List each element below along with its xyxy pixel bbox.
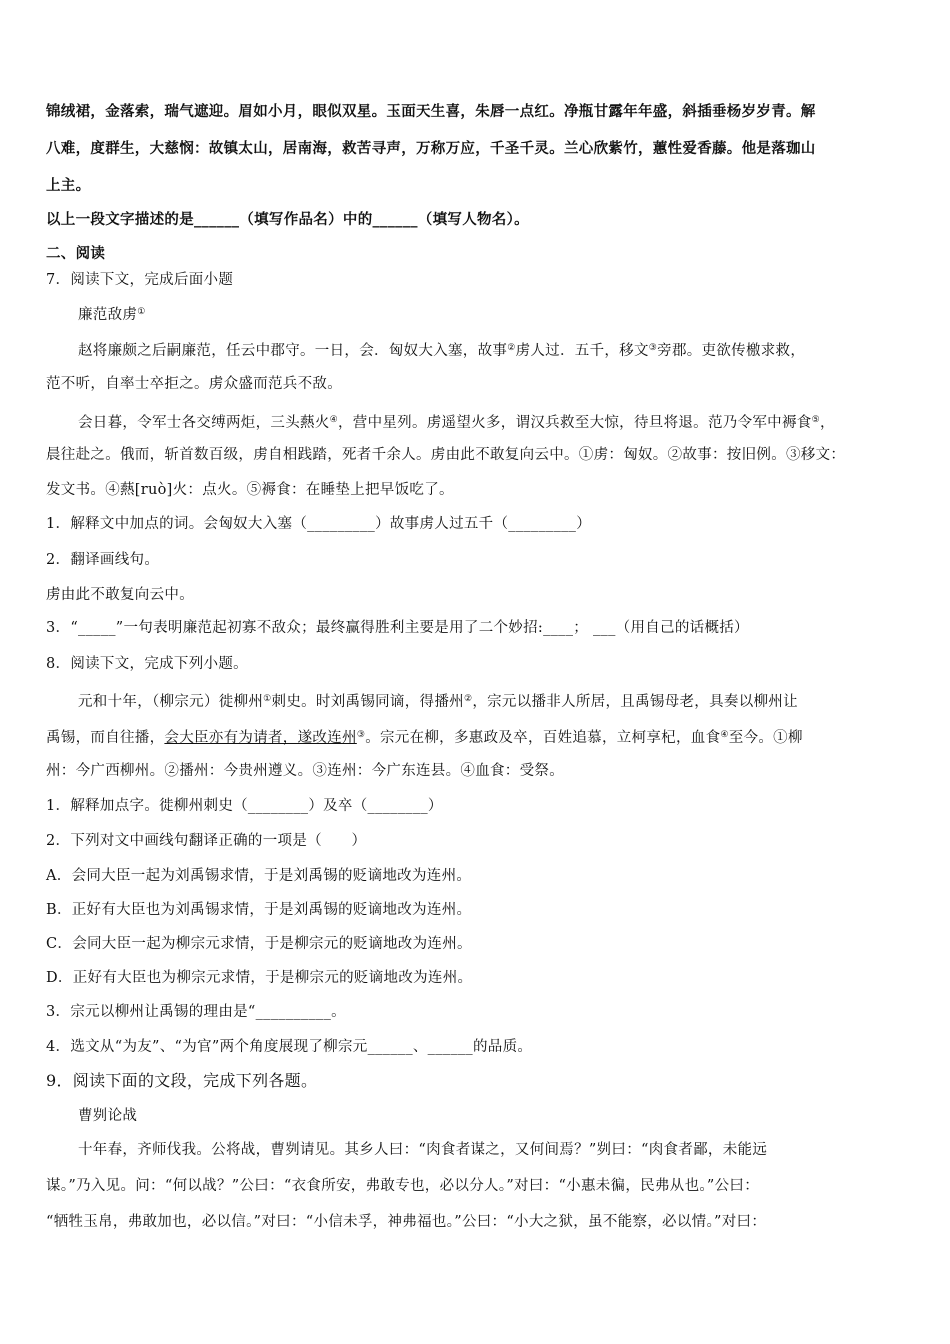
q8-paragraph-line-1: 元和十年，（柳宗元）徙柳州①刺史。时刘禹锡同谪，得播州②，宗元以播非人所居，且禹锡母老，具奏以柳州让 <box>78 694 798 710</box>
q9-paragraph-line-2: 谋。”乃入见。问：“何以战？”公曰：“衣食所安，弗敢专也，必以分人。”对曰：“小惠未徧，民弗从也。”公曰： <box>46 1178 760 1194</box>
fill-blank-question: 以上一段文字描述的是______（填写作品名）中的______（填写人物名）。 <box>46 212 529 228</box>
q8-option-c: C．会同大臣一起为柳宗元求情，于是柳宗元的贬谪地改为连州。 <box>46 936 472 952</box>
q7-prompt: 7．阅读下文，完成后面小题 <box>46 272 234 288</box>
q8-paragraph-line-3: 州：今广西柳州。②播州：今贵州遵义。③连州：今广东连县。④血食：受祭。 <box>46 763 564 779</box>
q7-title: 廉范敌虏① <box>78 307 146 323</box>
q8-prompt: 8．阅读下文，完成下列小题。 <box>46 656 248 672</box>
q7-paragraph-2-line-2: 晨往赴之。俄而，斩首数百级，虏自相践踏，死者千余人。虏由此不敢复向云中。①虏：匈奴。②故事：按旧例。③移文： <box>46 447 846 463</box>
q7-paragraph-2-line-1: 会日暮，令军士各交缚两炬，三头爇火④，营中星列。虏遥望火多，谓汉兵救至大惊，待旦将退。范乃令军中褥食⑤， <box>78 415 835 431</box>
q9-title: 曹刿论战 <box>78 1108 138 1124</box>
q8-subquestion-1: 1．解释加点字。徙柳州刺史（________）及卒（________） <box>46 798 443 814</box>
q8-underlined-sentence: 会大臣亦有为请者，遂改连州 <box>164 730 357 746</box>
q8-option-a: A．会同大臣一起为刘禹锡求情，于是刘禹锡的贬谪地改为连州。 <box>46 868 472 884</box>
q7-paragraph-2-line-3: 发文书。④爇[ruò]火：点火。⑤褥食：在睡垫上把早饭吃了。 <box>46 482 454 498</box>
q8-paragraph-line-2: 禹锡，而自往播，会大臣亦有为请者，遂改连州③。宗元在柳，多惠政及卒，百姓追慕，立柯享杞，血食④至今。①柳 <box>46 730 803 746</box>
q8-option-b: B．正好有大臣也为刘禹锡求情，于是刘禹锡的贬谪地改为连州。 <box>46 902 472 918</box>
q7-subquestion-3: 3．“_____”一句表明廉范起初寡不敌众；最终赢得胜利主要是用了二个妙招:____； ___（用自己的话概括） <box>46 620 749 636</box>
q8-subquestion-3: 3．宗元以柳州让禹锡的理由是“__________。 <box>46 1004 346 1020</box>
q9-paragraph-line-1: 十年春，齐师伐我。公将战，曹刿请见。其乡人曰：“肉食者谋之，又何间焉？”刿曰：“肉食者鄙，未能远 <box>78 1142 768 1158</box>
passage-line-3: 上主。 <box>46 178 91 194</box>
q8-option-d: D．正好有大臣也为柳宗元求情，于是柳宗元的贬谪地改为连州。 <box>46 970 473 986</box>
q7-subquestion-2: 2．翻译画线句。 <box>46 552 160 568</box>
section-heading: 二、阅读 <box>46 246 106 262</box>
q8-subquestion-2: 2．下列对文中画线句翻译正确的一项是（ ） <box>46 833 367 849</box>
q9-paragraph-line-3: “牺牲玉帛，弗敢加也，必以信。”对曰：“小信未孚，神弗福也。”公曰：“小大之狱，虽不能察，必以情。”对曰： <box>46 1214 767 1230</box>
q7-subquestion-1: 1．解释文中加点的词。会匈奴大入塞（_________）故事虏人过五千（_________） <box>46 516 592 532</box>
passage-line-1: 锦绒裙，金落索，瑞气遮迎。眉如小月，眼似双星。玉面天生喜，朱唇一点红。净瓶甘露年年盛，斜插垂杨岁岁青。解 <box>46 104 816 120</box>
q7-paragraph-1-line-1: 赵将廉颇之后嗣廉范，任云中郡守。一日，会．匈奴大入塞，故事②虏人过．五千，移文③旁郡。吏欲传檄求救， <box>78 343 806 359</box>
q7-subquestion-2-sentence: 虏由此不敢复向云中。 <box>46 587 194 603</box>
passage-line-2: 八难，度群生，大慈悯：故镇太山，居南海，救苦寻声，万称万应，千圣千灵。兰心欣紫竹，蕙性爱香藤。他是落珈山 <box>46 141 816 157</box>
q9-prompt: 9．阅读下面的文段，完成下列各题。 <box>46 1071 318 1090</box>
q8-subquestion-4: 4．选文从“为友”、“为官”两个角度展现了柳宗元______、______的品质。 <box>46 1039 533 1055</box>
q7-paragraph-1-line-2: 范不听，自率士卒拒之。虏众盛而范兵不敌。 <box>46 376 342 392</box>
